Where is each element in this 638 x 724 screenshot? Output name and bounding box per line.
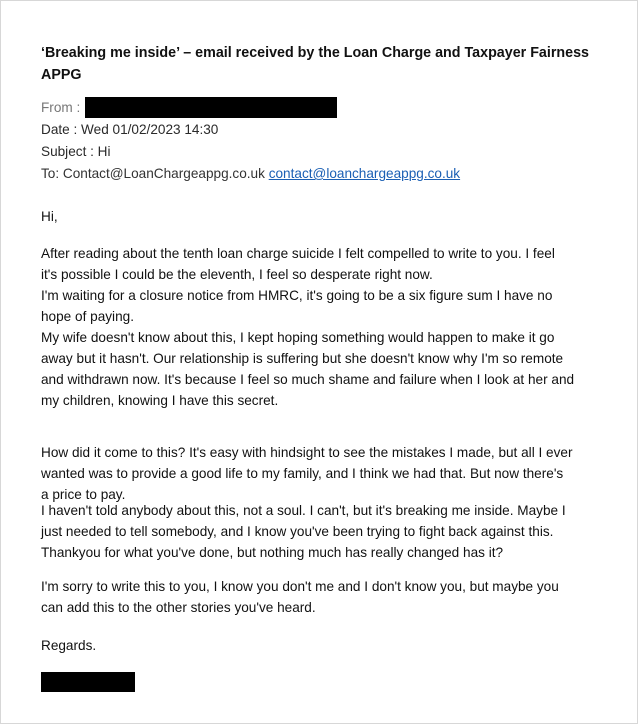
subject-field: Subject : Hi — [41, 144, 111, 159]
paragraph-4 — [41, 576, 621, 618]
to-email-link[interactable]: contact@loanchargeappg.co.uk — [268, 166, 461, 181]
paragraph-3 — [41, 500, 621, 563]
paragraph-line: My wife doesn't know about this, I kept hoping something would happen to make it go — [41, 330, 555, 345]
from-field — [41, 99, 80, 117]
paragraph-line: Thankyou for what you've done, but nothing much has really changed has it? — [41, 545, 504, 560]
document-title: ‘Breaking me inside’ – email received by the Loan Charge and Taxpayer Fairness APPG — [41, 45, 590, 83]
to-field — [41, 165, 460, 183]
redacted-sender-bar — [85, 97, 337, 118]
paragraph-line: away but it hasn't. Our relationship is suffering but she doesn't know why I'm so remote — [41, 351, 564, 366]
paragraph-line: it's possible I could be the eleventh, I feel so desperate right now. — [41, 267, 433, 282]
from-label: From : — [41, 100, 81, 115]
paragraph-line: I haven't told anybody about this, not a soul. I can't, but it's breaking me inside. Maybe I — [41, 503, 566, 518]
paragraph-line: How did it come to this? It's easy with hindsight to see the mistakes I made, but all I ever — [41, 445, 573, 460]
paragraph-line: wanted was to provide a good life to my family, and I think we had that. But now there's — [41, 466, 564, 481]
paragraph-line: can add this to the other stories you've heard. — [41, 600, 316, 615]
paragraph-1 — [41, 243, 621, 411]
paragraph-line: and withdrawn now. It's because I feel so much shame and failure when I look at her and — [41, 372, 575, 387]
paragraph-line: a price to pay. — [41, 487, 126, 502]
paragraph-line: my children, knowing I have this secret. — [41, 393, 279, 408]
closing-line: Regards. — [41, 638, 97, 653]
redacted-signature-bar — [41, 672, 135, 692]
paragraph-line: After reading about the tenth loan charge suicide I felt compelled to write to you. I feel — [41, 246, 555, 261]
paragraph-line: hope of paying. — [41, 309, 134, 324]
paragraph-line: I'm waiting for a closure notice from HMRC, it's going to be a six figure sum I have no — [41, 288, 553, 303]
paragraph-line: just needed to tell somebody, and I know you've been trying to fight back against this. — [41, 524, 554, 539]
greeting: Hi, — [41, 209, 58, 224]
to-address-text: To: Contact@LoanChargeappg.co.uk — [41, 166, 265, 181]
date-field: Date : Wed 01/02/2023 14:30 — [41, 122, 219, 137]
paragraph-line: I'm sorry to write this to you, I know you don't me and I don't know you, but maybe you — [41, 579, 559, 594]
paragraph-2 — [41, 442, 621, 505]
